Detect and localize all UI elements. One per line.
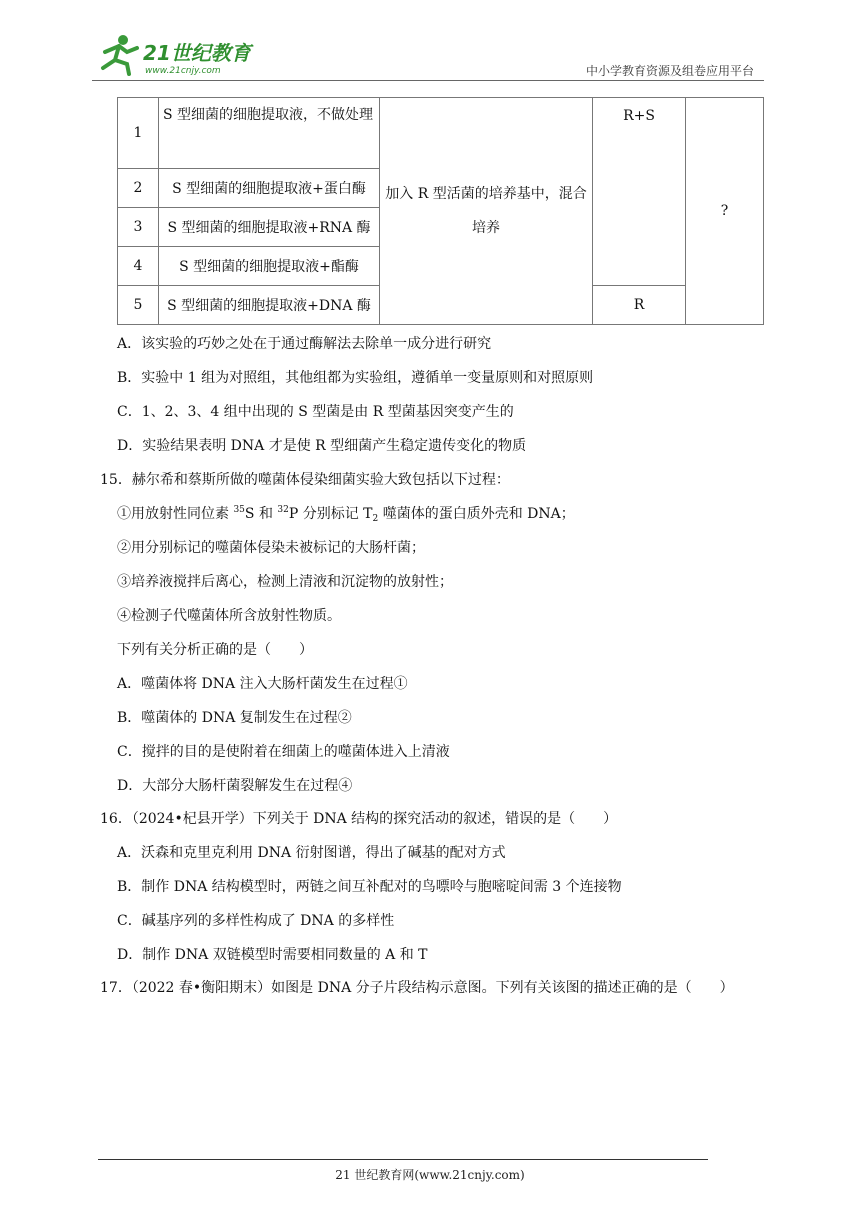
q15-option-d: D．大部分大肠杆菌裂解发生在过程④ (117, 778, 353, 794)
culture-method: 加入 R 型活菌的培养基中，混合培养 (380, 98, 593, 325)
group-number: 4 (118, 247, 159, 286)
result-cell: R+S (593, 98, 686, 286)
group-condition: S 型细菌的细胞提取液+RNA 酶 (159, 208, 380, 247)
group-condition: S 型细菌的细胞提取液+酯酶 (159, 247, 380, 286)
result-cell: R (593, 286, 686, 325)
group-number: 3 (118, 208, 159, 247)
group-number: 5 (118, 286, 159, 325)
q16-option-b: B．制作 DNA 结构模型时，两链之间互补配对的鸟嘌呤与胞嘧啶间需 3 个连接物 (117, 879, 622, 895)
group-number: 1 (118, 98, 159, 169)
q14-option-b: B．实验中 1 组为对照组，其他组都为实验组，遵循单一变量原则和对照原则 (117, 370, 594, 386)
site-logo (93, 32, 263, 78)
q15-question: 下列有关分析正确的是（ ） (117, 642, 313, 658)
q15-stem: 15．赫尔希和蔡斯所做的噬菌体侵染细菌实验大致包括以下过程： (100, 472, 510, 488)
q16-stem: 16．（2024•杞县开学）下列关于 DNA 结构的探究活动的叙述，错误的是（ ） (100, 811, 618, 827)
logo-url: www.21cnjy.com (145, 66, 221, 76)
q15-option-b: B．噬菌体的 DNA 复制发生在过程② (117, 710, 352, 726)
q14-option-d: D．实验结果表明 DNA 才是使 R 型细菌产生稳定遗传变化的物质 (117, 438, 527, 454)
group-condition: S 型细菌的细胞提取液，不做处理 (159, 98, 380, 169)
q14-option-a: A．该实验的巧妙之处在于通过酶解法去除单一成分进行研究 (117, 336, 492, 352)
q15-option-a: A．噬菌体将 DNA 注入大肠杆菌发生在过程① (117, 676, 408, 692)
experiment-table (117, 97, 764, 325)
q15-step-1: ①用放射性同位素 $^{35}$S 和 $^{32}$P 分别标记 $T_2$ 噬菌体的蛋白质外壳和 DNA； (117, 505, 575, 524)
q15-step-4: ④检测子代噬菌体所含放射性物质。 (117, 608, 341, 624)
group-number: 2 (118, 169, 159, 208)
group-condition: S 型细菌的细胞提取液+蛋白酶 (159, 169, 380, 208)
group-condition: S 型细菌的细胞提取液+DNA 酶 (159, 286, 380, 325)
unknown-cell: ? (686, 98, 764, 325)
header-divider (92, 80, 764, 81)
footer-divider (98, 1159, 708, 1160)
q15-option-c: C．搅拌的目的是使附着在细菌上的噬菌体进入上清液 (117, 744, 450, 760)
q16-option-d: D．制作 DNA 双链模型时需要相同数量的 A 和 T (117, 947, 428, 963)
q15-step-2: ②用分别标记的噬菌体侵染未被标记的大肠杆菌； (117, 540, 425, 556)
runner-icon (103, 35, 137, 74)
q15-step-3: ③培养液搅拌后离心，检测上清液和沉淀物的放射性； (117, 574, 453, 590)
logo-text: 21世纪教育 (143, 41, 251, 65)
q14-option-c: C．1、2、3、4 组中出现的 S 型菌是由 R 型菌基因突变产生的 (117, 404, 514, 420)
q17-stem: 17．（2022 春•衡阳期末）如图是 DNA 分子片段结构示意图。下列有关该图的描述正确的是（ ） (100, 980, 734, 996)
table-row (118, 98, 764, 169)
platform-title: 中小学教育资源及组卷应用平台 (585, 64, 754, 78)
q16-option-c: C．碱基序列的多样性构成了 DNA 的多样性 (117, 913, 395, 929)
q16-option-a: A．沃森和克里克利用 DNA 衍射图谱，得出了碱基的配对方式 (117, 845, 506, 861)
footer-text: 21 世纪教育网(www.21cnjy.com) (335, 1168, 525, 1182)
